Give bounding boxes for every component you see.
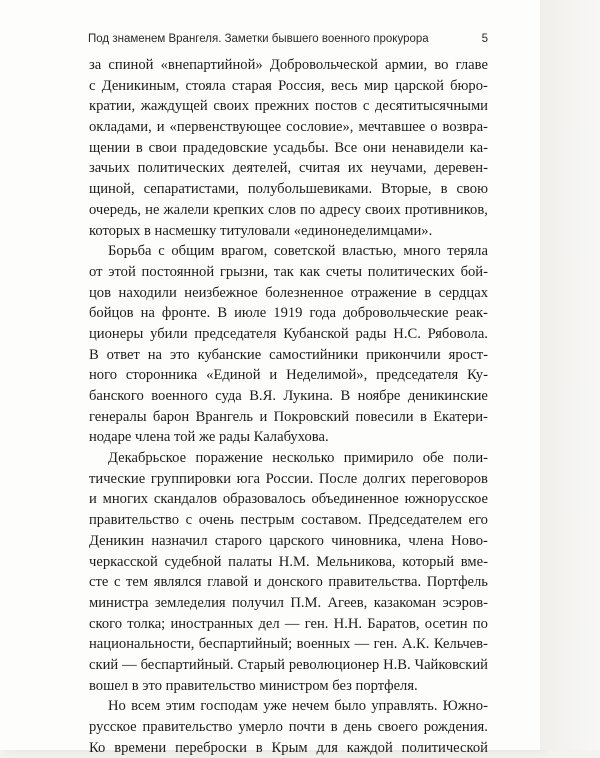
text-line: ский — беспартийный. Старый революционер Н.В. Чайковский — [89, 656, 488, 673]
page-number: 5 — [481, 33, 488, 45]
text-line: правительство с очень пестрым составом. Председателем его — [89, 512, 488, 529]
text-line: русское правительство умерло почти в день своего рождения. — [89, 719, 488, 735]
body-text — [89, 55, 488, 758]
text-line: за спиной «внепартийной» Добровольческой армии, во главе — [89, 57, 488, 73]
text-line: щении в свои прадедовские усадьбы. Все они ненавидели ка- — [89, 139, 488, 156]
text-line: ционеры убили председателя Кубанской рады Н.С. Рябовола. — [89, 325, 488, 342]
text-line: генералы барон Врангель и Покровский повесили в Екатери- — [89, 408, 488, 425]
text-line: вошел в это правительство министром без портфеля. — [89, 677, 418, 694]
text-line: тические группировки юга России. После долгих переговоров — [89, 470, 488, 487]
text-line: ного сторонника «Единой и Неделимой», председателя Ку- — [89, 367, 488, 384]
text-line: цов находили неизбежное болезненное отражение в сердцах — [89, 284, 488, 301]
text-line: Борьба с общим врагом, советской властью, много теряла — [108, 243, 488, 260]
text-line: Но всем этим господам уже нечем было управлять. Южно- — [108, 698, 488, 715]
text-line: черкасской судебной палаты Н.М. Мельникова, который вме- — [89, 553, 488, 570]
text-line: с Деникиным, стояла старая Россия, весь мир царской бюро- — [89, 77, 488, 94]
text-line: Деникин назначил старого царского чиновника, члена Ново- — [89, 532, 488, 549]
text-line: бойцов на фронте. В июле 1919 года добровольческие реак- — [89, 305, 488, 322]
text-line: которых в насмешку титуловали «единонеделимцами». — [89, 222, 433, 239]
running-header — [88, 33, 488, 45]
text-line: от этой постоянной грызни, так как счеты политических бой- — [89, 263, 488, 280]
text-line: ского толка; иностранных дел — ген. Н.Н. Баратов, осетин по — [89, 615, 488, 632]
text-line: очередь, не жалели крепких слов по адресу своих противников, — [89, 201, 488, 218]
text-line: щиной, сепаратистами, полубольшевиками. Вторые, в свою — [89, 181, 488, 198]
text-line: Ко времени переброски в Крым для каждой политической — [89, 739, 488, 756]
text-line: сте с тем являлся главой и донского правительства. Портфель — [89, 574, 488, 591]
running-title: Под знаменем Врангеля. Заметки бывшего военного прокурора — [88, 33, 429, 45]
text-line: банского военного суда В.Я. Лукина. В ноябре деникинские — [89, 388, 488, 404]
text-line: нодаре члена той же рады Калабухова. — [89, 429, 329, 446]
text-line: окладами, и «первенствующее сословие», мечтавшее о возвра- — [89, 119, 488, 136]
text-line: министра земледелия получил П.М. Агеев, казакоман эсэров- — [89, 594, 488, 611]
text-line: Декабрьское поражение несколько примирило обе поли- — [108, 450, 488, 467]
text-line: национальности, беспартийный; военных — ген. А.К. Кельчев- — [89, 636, 488, 653]
text-line: В ответ на это кубанские самостийники прикончили ярост- — [89, 346, 488, 363]
adjacent-page-edge — [540, 0, 600, 750]
text-line: и многих скандалов образовалось объединенное южнорусское — [89, 491, 488, 508]
text-line: зачьих политических деятелей, считая их неучами, деревен- — [89, 160, 488, 177]
text-line: кратии, жаждущей своих прежних постов с десятитысячными — [89, 98, 488, 115]
